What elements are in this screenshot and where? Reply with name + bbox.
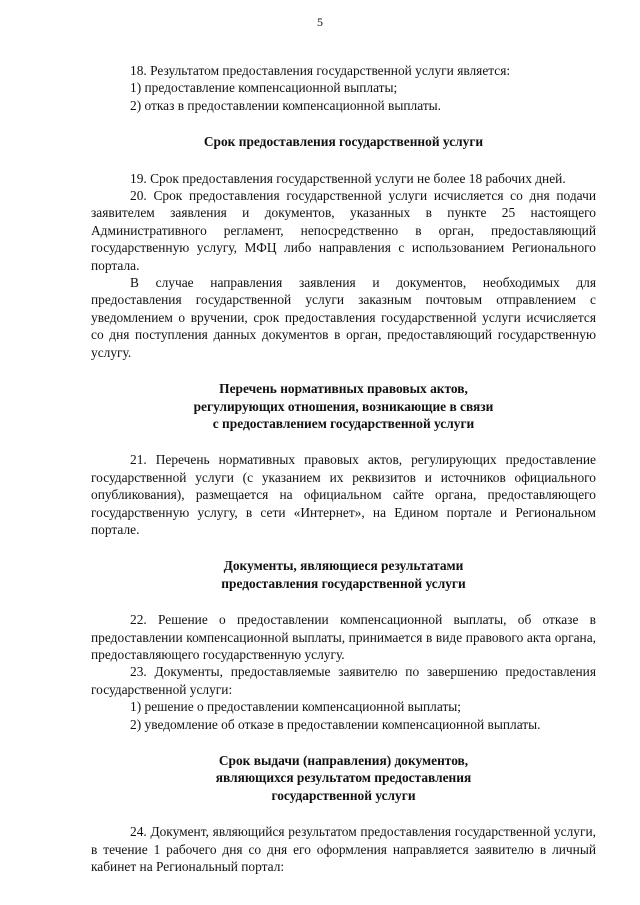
document-body: [91, 62, 596, 875]
list-item: 2) уведомление об отказе в предоставлении компенсационной выплаты.: [130, 716, 541, 732]
paragraph: В случае направления заявления и документов, необходимых для предоставления государственной услуги заказным почтовым отправлением с уведомлением о вручении, срок предоставления государственной услуги исчисляется со дня поступления данных документов в орган, предоставляющий государственную услугу.: [91, 275, 596, 360]
paragraph-19: 19. Срок предоставления государственной услуги не более 18 рабочих дней.: [130, 170, 566, 186]
section-heading-line: с предоставлением государственной услуги: [212, 415, 475, 431]
section-heading-line: предоставления государственной услуги: [221, 575, 466, 591]
list-item: 1) предоставление компенсационной выплаты;: [130, 80, 398, 96]
paragraph-23: 23. Документы, предоставляемые заявителю по завершению предоставления государственной услуги:: [91, 664, 596, 697]
paragraph-18: 18. Результатом предоставления государственной услуги является:: [130, 63, 511, 78]
section-heading: Срок предоставления государственной услуги: [203, 134, 484, 150]
paragraph-20: 20. Срок предоставления государственной услуги исчисляется со дня подачи заявителем заявления и документов, указанных в пункте 25 настоящего Административного регламент, непосредственно в орган, предоставляющий государственную услугу, МФЦ либо направления с использованием Регионального портала.: [91, 188, 596, 273]
paragraph-24: 24. Документ, являющийся результатом предоставления государственной услуги, в течение 1 рабочего дня со дня его оформления направляется заявителю в личный кабинет на Региональный портал:: [91, 824, 596, 875]
list-item: 2) отказ в предоставлении компенсационной выплаты.: [130, 97, 442, 113]
paragraph-21: 21. Перечень нормативных правовых актов, регулирующих предоставление государственной услуги (с указанием их реквизитов и источников официального опубликования), размещается на официальном сайте органа, предоставляющего государственную услугу, в сети «Интернет», на Едином портале и Региональном портале.: [91, 452, 596, 537]
section-heading-line: Перечень нормативных правовых актов,: [219, 381, 468, 397]
page-number: 5: [317, 15, 323, 29]
paragraph-22: 22. Решение о предоставлении компенсационной выплаты, об отказе в предоставлении компенсационной выплаты, принимается в виде правового акта органа, предоставляющего государственную услугу.: [91, 612, 596, 662]
section-heading-line: государственной услуги: [271, 787, 416, 803]
section-heading-line: Документы, являющиеся результатами: [223, 558, 464, 574]
section-heading-line: Срок выдачи (направления) документов,: [218, 753, 469, 768]
section-heading-line: являющихся результатом предоставления: [215, 770, 472, 786]
list-item: 1) решение о предоставлении компенсационной выплаты;: [130, 699, 462, 715]
section-heading-line: регулирующих отношения, возникающие в связи: [193, 398, 494, 414]
